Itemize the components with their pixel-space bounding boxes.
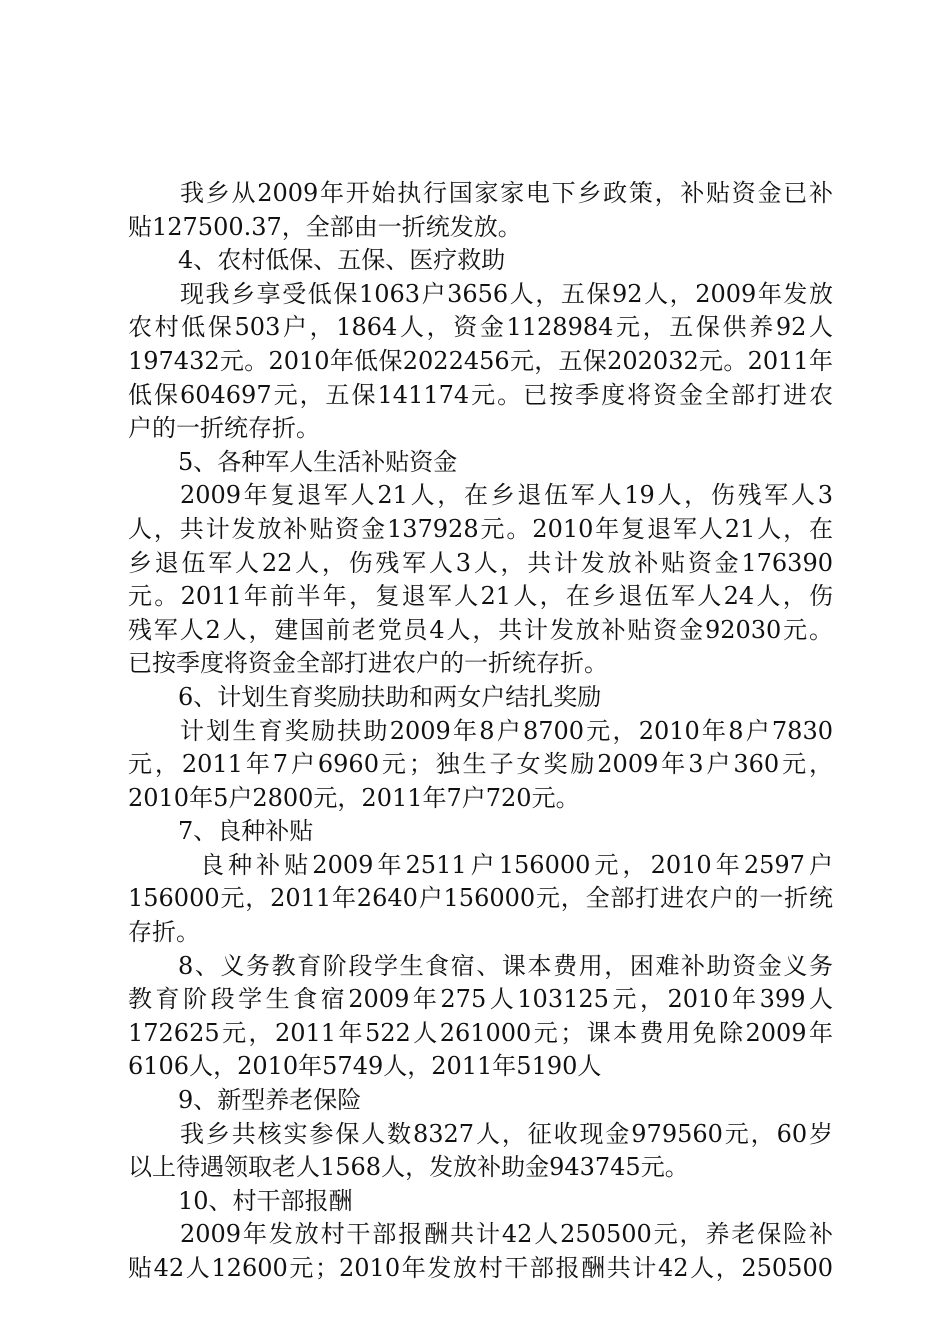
text-line: 4、农村低保、五保、医疗救助 bbox=[178, 246, 506, 275]
text-line: 农村低保503户，1864人，资金1128984元，五保供养92人 bbox=[128, 313, 833, 342]
text-line: 2010年5户2800元，2011年7户720元。 bbox=[128, 783, 580, 812]
document-body bbox=[128, 177, 833, 1286]
text-line: 存折。 bbox=[128, 918, 200, 947]
text-line: 计划生育奖励扶助2009年8户8700元，2010年8户7830 bbox=[180, 716, 833, 745]
text-line: 156000元，2011年2640户156000元，全部打进农户的一折统 bbox=[128, 884, 833, 913]
text-line: 户的一折统存折。 bbox=[128, 414, 320, 443]
text-line: 元，2011年7户6960元；独生子女奖励2009年3户360元， bbox=[128, 750, 833, 779]
text-line: 已按季度将资金全部打进农户的一折统存折。 bbox=[128, 649, 608, 678]
text-line: 贴127500.37，全部由一折统发放。 bbox=[128, 212, 522, 241]
text-line: 贴42人12600元；2010年发放村干部报酬共计42人，250500 bbox=[128, 1254, 833, 1282]
text-line: 残军人2人，建国前老党员4人，共计发放补贴资金92030元。 bbox=[128, 615, 833, 644]
text-line: 现我乡享受低保1063户3656人，五保92人，2009年发放 bbox=[180, 279, 833, 308]
text-line: 6106人，2010年5749人，2011年5190人 bbox=[128, 1052, 602, 1081]
text-line: 197432元。2010年低保2022456元，五保202032元。2011年 bbox=[128, 346, 833, 375]
text-line: 6、计划生育奖励扶助和两女户结扎奖励 bbox=[178, 682, 602, 711]
text-line: 7、良种补贴 bbox=[178, 817, 314, 846]
text-line: 元。2011年前半年，复退军人21人，在乡退伍军人24人，伤 bbox=[128, 582, 833, 611]
text-line: 我乡从2009年开始执行国家家电下乡政策，补贴资金已补 bbox=[180, 179, 833, 207]
text-line: 172625元，2011年522人261000元；课本费用免除2009年 bbox=[128, 1018, 833, 1047]
text-line: 我乡共核实参保人数8327人，征收现金979560元，60岁 bbox=[180, 1119, 833, 1148]
text-line: 低保604697元，五保141174元。已按季度将资金全部打进农 bbox=[128, 380, 833, 409]
text-line: 9、新型养老保险 bbox=[178, 1086, 362, 1115]
text-line: 8、义务教育阶段学生食宿、课本费用，困难补助资金义务 bbox=[178, 951, 833, 980]
text-line: 5、各种军人生活补贴资金 bbox=[178, 447, 458, 476]
text-line: 乡退伍军人22人，伤残军人3人，共计发放补贴资金176390 bbox=[128, 548, 833, 577]
text-line: 人，共计发放补贴资金137928元。2010年复退军人21人，在 bbox=[128, 514, 833, 543]
text-line: 2009年发放村干部报酬共计42人250500元，养老保险补 bbox=[180, 1220, 833, 1249]
text-line: 10、村干部报酬 bbox=[178, 1186, 353, 1215]
text-line: 教育阶段学生食宿2009年275人103125元，2010年399人 bbox=[128, 985, 833, 1014]
text-line: 2009年复退军人21人，在乡退伍军人19人，伤残军人3 bbox=[180, 481, 833, 510]
text-line: 良种补贴2009年2511户156000元，2010年2597户 bbox=[200, 850, 833, 879]
text-line: 以上待遇领取老人1568人，发放补助金943745元。 bbox=[128, 1153, 689, 1182]
